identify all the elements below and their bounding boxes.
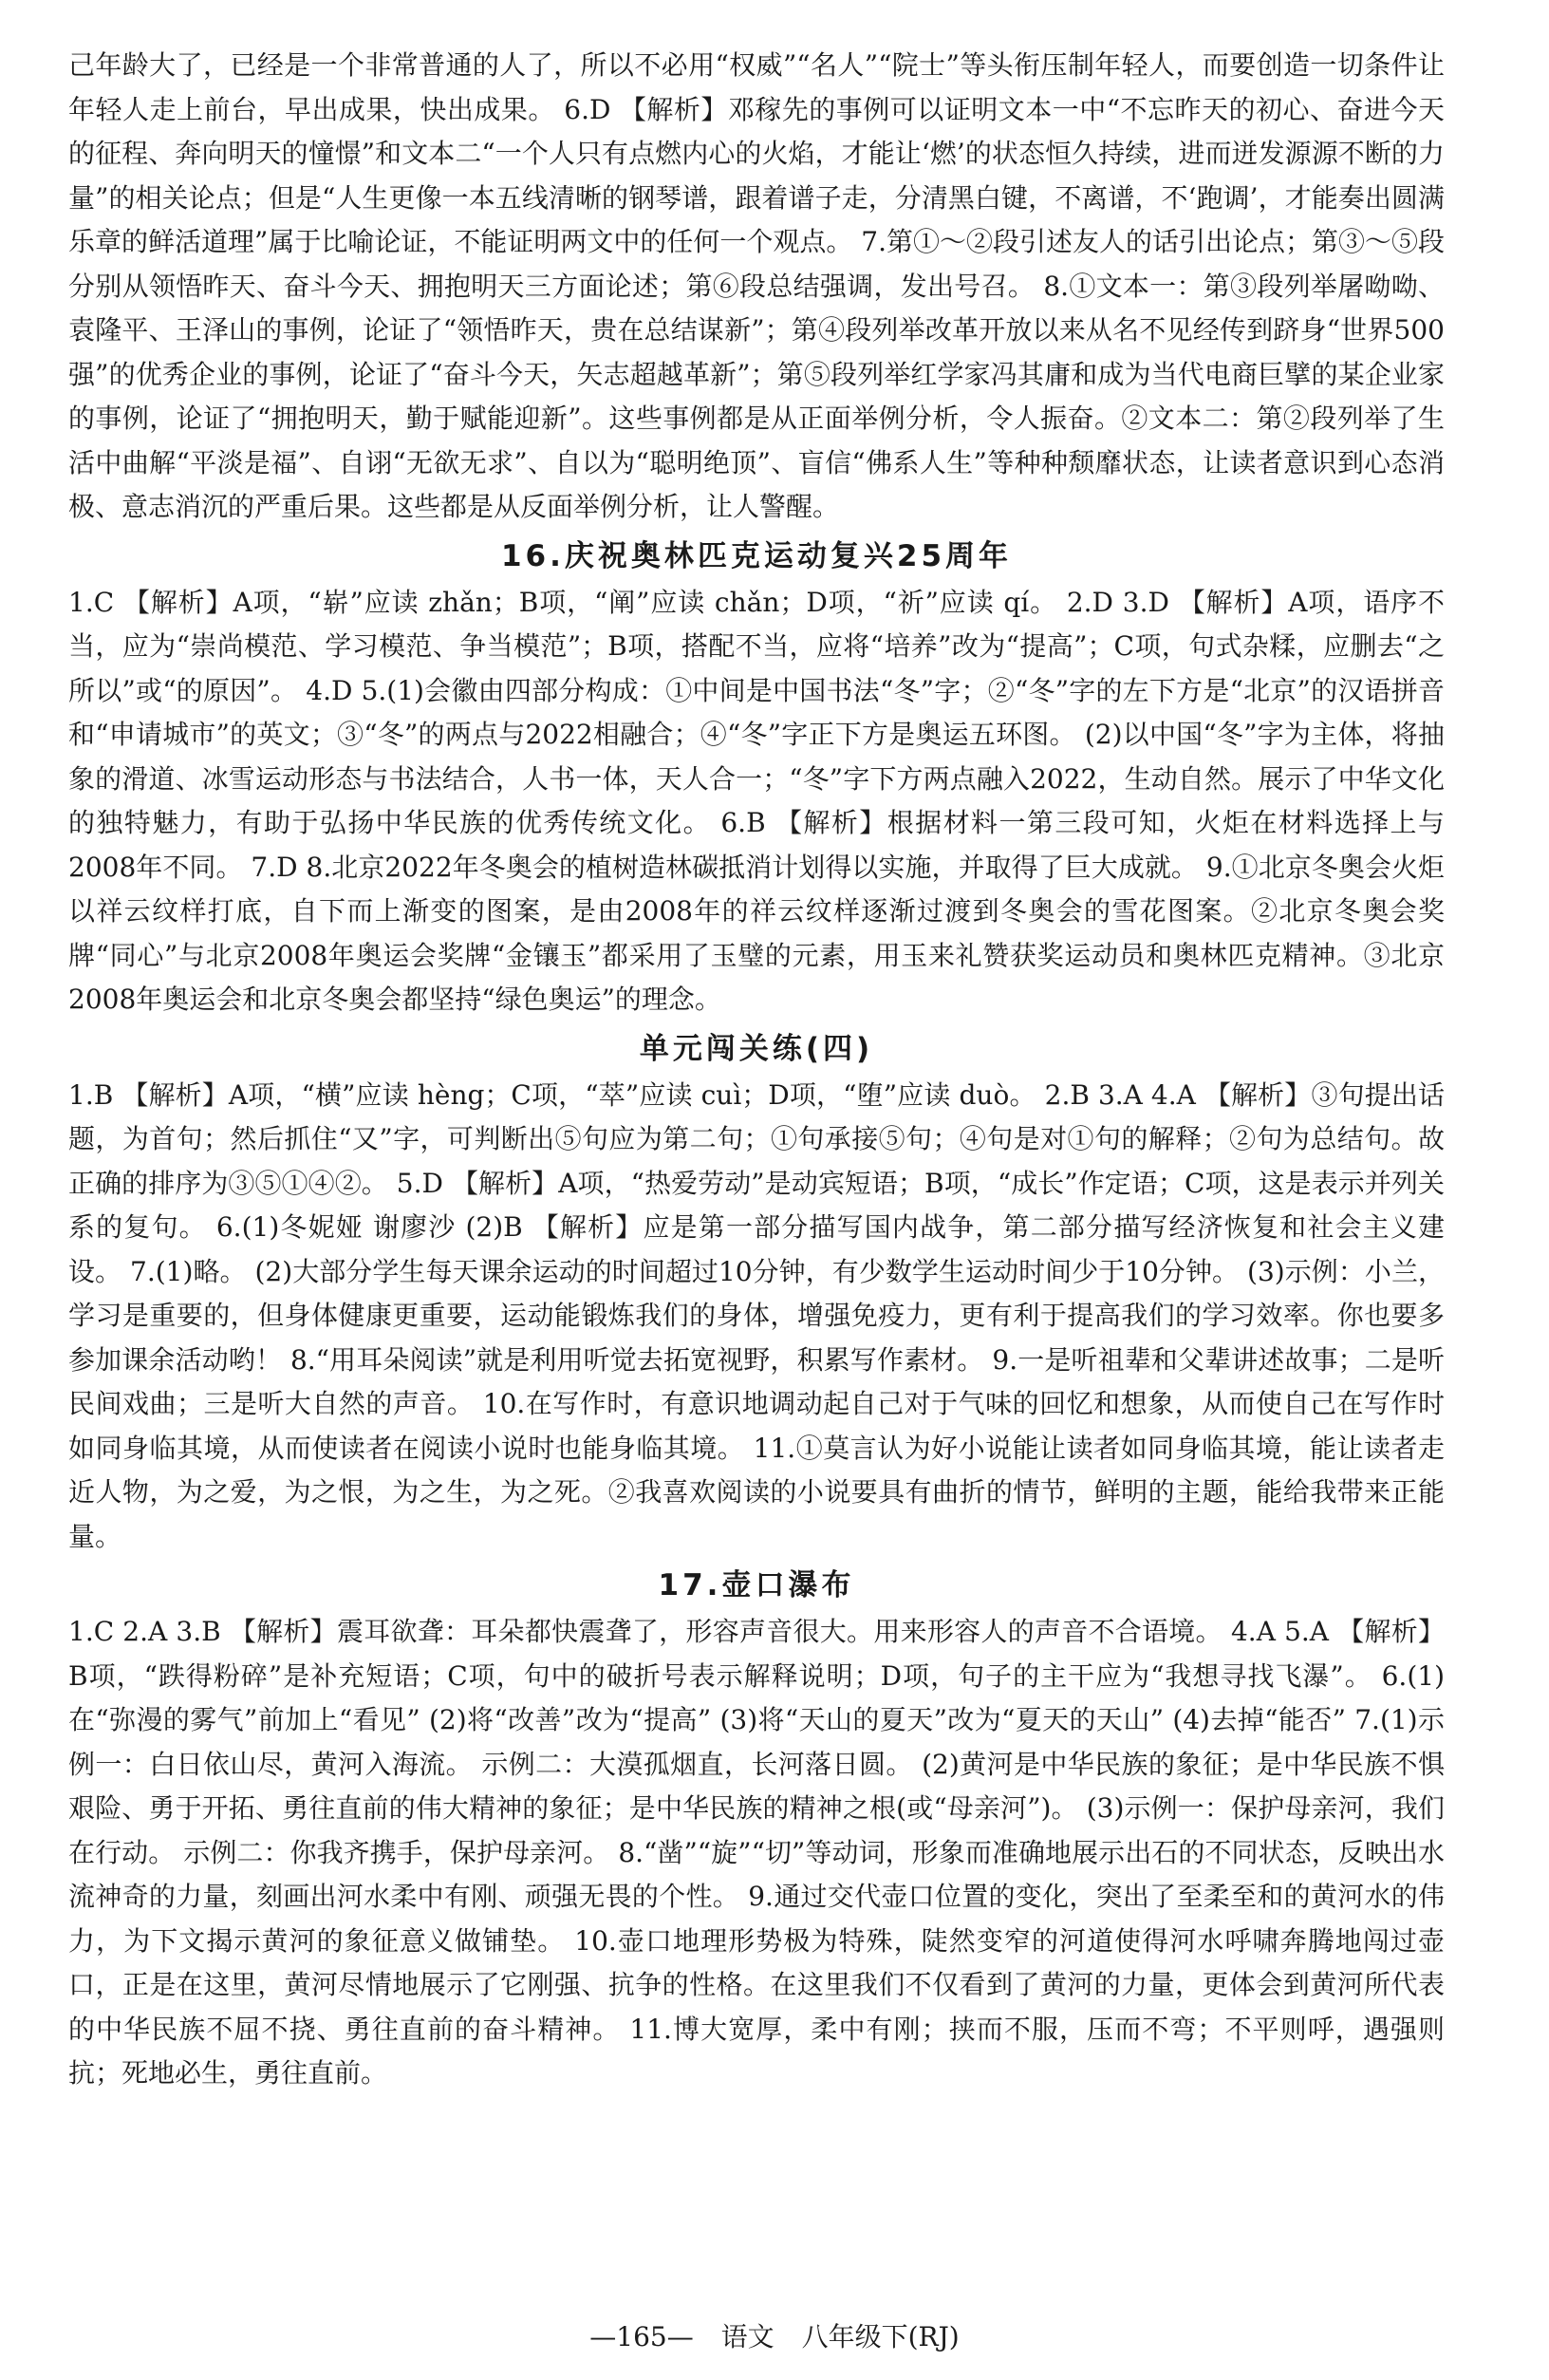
page-number: —165— xyxy=(589,2321,694,2352)
section-17 xyxy=(68,1564,1445,2096)
intro-paragraph: 己年龄大了，已经是一个非常普通的人了，所以不必用“权威”“名人”“院士”等头衔压制年轻人，而要创造一切条件让年轻人走上前台，早出成果，快出成果。 6.D 【解析】邓稼先的事例可以证明文本一中“不忘昨天的初心、奋进今天的征程、奔向明天的憧憬”和文本二“一个人只有点燃内心的火焰，才能让‘燃’的状态恒久持续，进而迸发源源不断的力量”的相关论点；但是“人生更像一本五线清晰的钢琴谱，跟着谱子走，分清黑白键，不离谱，不‘跑调’，才能奏出圆满乐章的鲜活道理”属于比喻论证，不能证明两文中的任何一个观点。 7.第①～②段引述友人的话引出论点；第③～⑤段分别从领悟昨天、奋斗今天、拥抱明天三方面论述；第⑥段总结强调，发出号召。 8.①文本一：第③段列举屠呦呦、袁隆平、王泽山的事例，论证了“领悟昨天，贵在总结谋新”；第④段列举改革开放以来从名不见经传到跻身“世界500强”的优秀企业的事例，论证了“奋斗今天，矢志超越革新”；第⑤段列举红学家冯其庸和成为当代电商巨擘的某企业家的事例，论证了“拥抱明天，勤于赋能迎新”。这些事例都是从正面举例分析，令人振奋。②文本二：第②段列举了生活中曲解“平淡是福”、自诩“无欲无求”、自以为“聪明绝顶”、盲信“佛系人生”等种种颓靡状态，让读者意识到心态消极、意志消沉的严重后果。这些都是从反面举例分析，让人警醒。 xyxy=(68,49,1445,522)
subject-label: 语文 xyxy=(720,2321,774,2352)
page-footer xyxy=(0,2316,1549,2354)
section-title: 16.庆祝奥林匹克运动复兴25周年 xyxy=(500,538,1013,573)
grade-label: 八年级下(RJ) xyxy=(801,2321,960,2352)
answer-key-page xyxy=(68,44,1445,2096)
section-title: 17.壶口瀑布 xyxy=(658,1568,855,1602)
section-unit-test-4 xyxy=(68,1027,1445,1560)
section-16 xyxy=(68,534,1445,1022)
section-answers: 1.C 【解析】A项，“崭”应读 zhǎn；B项，“阐”应读 chǎn；D项，“祈”应读 qí。 2.D 3.D 【解析】A项，语序不当，应为“崇尚模范、学习模范、争当模范”；B项，搭配不当，应将“培养”改为“提高”；C项，句式杂糅，应删去“之所以”或“的原因”。 4.D 5.(1)会徽由四部分构成：①中间是中国书法“冬”字；②“冬”字的左下方是“北京”的汉语拼音和“申请城市”的英文；③“冬”的两点与2022相融合；④“冬”字正下方是奥运五环图。 (2)以中国“冬”字为主体，将抽象的滑道、冰雪运动形态与书法结合，人书一体，天人合一；“冬”字下方两点融入2022，生动自然。展示了中华文化的独特魅力，有助于弘扬中华民族的优秀传统文化。 6.B 【解析】根据材料一第三段可知，火炬在材料选择上与2008年不同。 7.D 8.北京2022年冬奥会的植树造林碳抵消计划得以实施，并取得了巨大成就。 9.①北京冬奥会火炬以祥云纹样打底，自下而上渐变的图案，是由2008年的祥云纹样逐渐过渡到冬奥会的雪花图案。②北京冬奥会奖牌“同心”与北京2008年奥运会奖牌“金镶玉”都采用了玉璧的元素，用玉来礼赞获奖运动员和奥林匹克精神。③北京2008年奥运会和北京冬奥会都坚持“绿色奥运”的理念。 xyxy=(68,586,1445,1015)
section-answers: 1.B 【解析】A项，“横”应读 hèng；C项，“萃”应读 cuì；D项，“堕”应读 duò。 2.B 3.A 4.A 【解析】③句提出话题，为首句；然后抓住“又”字，可判断出⑤句应为第二句；①句承接⑤句；④句是对①句的解释；②句为总结句。故正确的排序为③⑤①④②。 5.D 【解析】A项，“热爱劳动”是动宾短语；B项，“成长”作定语；C项，这是表示并列关系的复句。 6.(1)冬妮娅 谢廖沙 (2)B 【解析】应是第一部分描写国内战争，第二部分描写经济恢复和社会主义建设。 7.(1)略。 (2)大部分学生每天课余运动的时间超过10分钟，有少数学生运动时间少于10分钟。 (3)示例：小兰，学习是重要的，但身体健康更重要，运动能锻炼我们的身体，增强免疫力，更有利于提高我们的学习效率。你也要多参加课余活动哟！ 8.“用耳朵阅读”就是利用听觉去拓宽视野，积累写作素材。 9.一是听祖辈和父辈讲述故事；二是听民间戏曲；三是听大自然的声音。 10.在写作时，有意识地调动起自己对于气味的回忆和想象，从而使自己在写作时如同身临其境，从而使读者在阅读小说时也能身临其境。 11.①莫言认为好小说能让读者如同身临其境，能让读者走近人物，为之爱，为之恨，为之生，为之死。②我喜欢阅读的小说要具有曲折的情节，鲜明的主题，能给我带来正能量。 xyxy=(68,1078,1445,1552)
section-answers: 1.C 2.A 3.B 【解析】震耳欲聋：耳朵都快震聋了，形容声音很大。用来形容人的声音不合语境。 4.A 5.A 【解析】B项，“跌得粉碎”是补充短语；C项，句中的破折号表示解释说明；D项，句子的主干应为“我想寻找飞瀑”。 6.(1)在“弥漫的雾气”前加上“看见” (2)将“改善”改为“提高” (3)将“天山的夏天”改为“夏天的天山” (4)去掉“能否” 7.(1)示例一：白日依山尽，黄河入海流。 示例二：大漠孤烟直，长河落日圆。 (2)黄河是中华民族的象征；是中华民族不惧艰险、勇于开拓、勇往直前的伟大精神的象征；是中华民族的精神之根(或“母亲河”)。 (3)示例一：保护母亲河，我们在行动。 示例二：你我齐携手，保护母亲河。 8.“凿”“旋”“切”等动词，形象而准确地展示出石的不同状态，反映出水流神奇的力量，刻画出河水柔中有刚、顽强无畏的个性。 9.通过交代壶口位置的变化，突出了至柔至和的黄河水的伟力，为下文揭示黄河的象征意义做铺垫。 10.壶口地理形势极为特殊，陡然变窄的河道使得河水呼啸奔腾地闯过壶口，正是在这里，黄河尽情地展示了它刚强、抗争的性格。在这里我们不仅看到了黄河的力量，更体会到黄河所代表的中华民族不屈不挠、勇往直前的奋斗精神。 11.博大宽厚，柔中有刚；挟而不服，压而不弯；不平则呼，遇强则抗；死地必生，勇往直前。 xyxy=(68,1616,1445,2089)
section-title: 单元闯关练(四) xyxy=(639,1031,874,1066)
